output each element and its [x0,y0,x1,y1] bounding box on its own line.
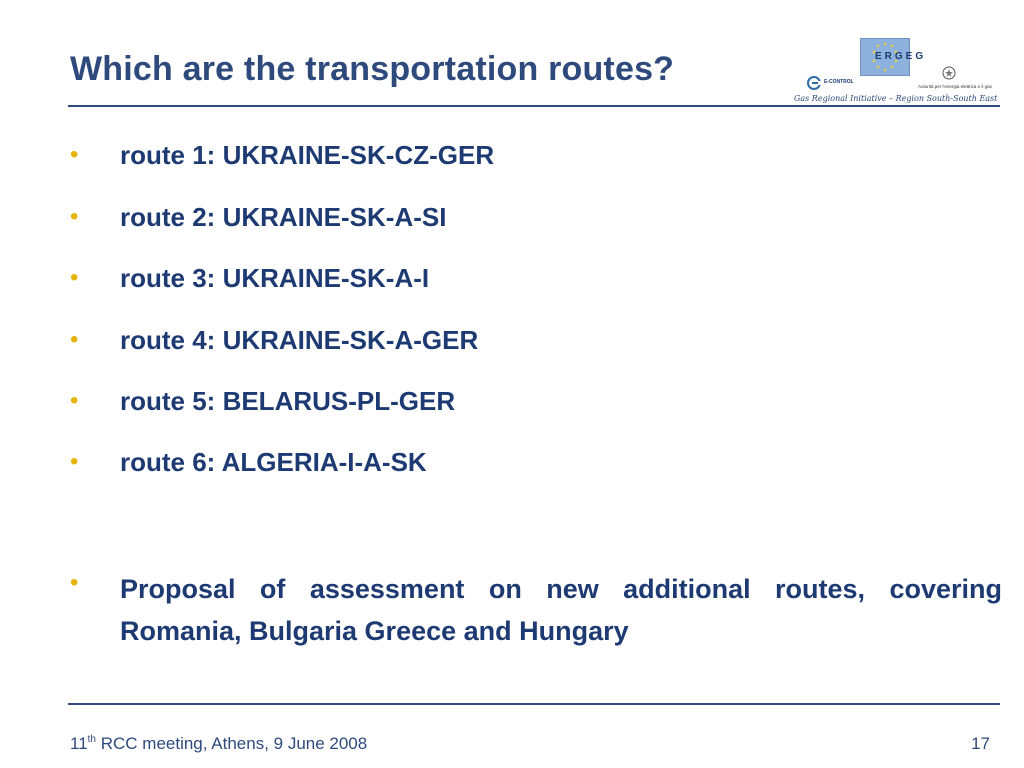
list-item [70,325,1002,365]
route-text: route 5: BELARUS-PL-GER [120,386,456,416]
gri-caption: Gas Regional Initiative – Region South-South East [794,94,998,103]
econtrol-wordmark: E-CONTROL [824,79,854,85]
route-text: route 4: UKRAINE-SK-A-GER [120,325,479,355]
list-item [70,386,1002,426]
aeeg-caption: Autorità per l'energia elettrica e il gas [918,84,992,89]
route-text: route 6: ALGERIA-I-A-SK [120,447,427,477]
proposal-text: Proposal of assessment on new additional routes, covering Romania, Bulgaria Greece and Hungary [120,574,1002,646]
partner-logos [790,34,1004,106]
meeting-number: 11 [70,734,88,753]
round-bullet-icon: • [70,141,79,168]
route-text: route 2: UKRAINE-SK-A-SI [120,202,447,232]
route-text: route 3: UKRAINE-SK-A-I [120,263,430,293]
footer-divider [68,703,1000,705]
round-bullet-icon: • [70,448,79,475]
meeting-superscript: th [87,734,96,745]
round-bullet-icon: • [70,264,79,291]
route-text: route 1: UKRAINE-SK-CZ-GER [120,140,495,170]
list-item [70,202,1002,242]
round-bullet-icon: • [70,203,79,230]
round-bullet-icon: • [70,569,79,596]
slide-title: Which are the transportation routes? [70,50,675,88]
page-number: 17 [971,734,990,753]
italian-emblem-icon [942,65,956,81]
proposal-item [70,568,1002,658]
econtrol-logo-icon [807,76,821,90]
list-item [70,447,1002,487]
footer-meeting [70,734,367,754]
meeting-description: RCC meeting, Athens, 9 June 2008 [96,734,368,753]
list-item [70,140,1002,180]
round-bullet-icon: • [70,387,79,414]
list-item [70,263,1002,303]
round-bullet-icon: • [70,326,79,353]
ergeg-wordmark: ERGEG [875,51,927,62]
